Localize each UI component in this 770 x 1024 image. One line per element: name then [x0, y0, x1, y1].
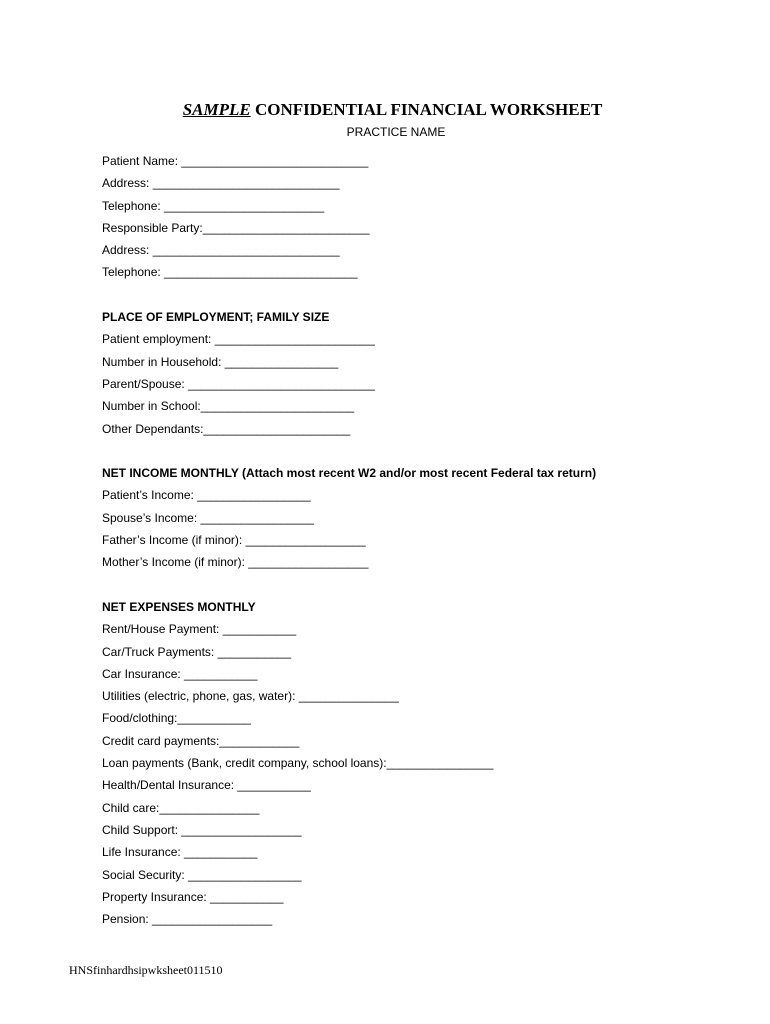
- section-spacer: [102, 577, 742, 599]
- field-utilities[interactable]: Utilities (electric, phone, gas, water): _______________: [102, 689, 399, 704]
- field-life-insurance[interactable]: Life Insurance: ___________: [102, 845, 258, 860]
- field-responsible-address[interactable]: Address: ____________________________: [102, 243, 340, 258]
- field-property-insurance[interactable]: Property Insurance: ___________: [102, 889, 284, 904]
- title-sample-word: SAMPLE: [182, 100, 251, 119]
- document-code-footer: HNSfinhardhsipwksheet011510: [69, 963, 223, 977]
- field-other-dependants[interactable]: Other Dependants:______________________: [102, 421, 351, 436]
- field-address[interactable]: Address: ____________________________: [102, 176, 340, 191]
- field-father-income[interactable]: Father’s Income (if minor): __________________: [102, 533, 366, 548]
- expenses-heading: NET EXPENSES MONTHLY: [102, 599, 256, 614]
- field-patient-employment[interactable]: Patient employment: ________________________: [102, 332, 375, 347]
- expenses-section: [102, 599, 742, 933]
- field-social-security[interactable]: Social Security: _________________: [102, 867, 302, 882]
- field-mother-income[interactable]: Mother’s Income (if minor): __________________: [102, 555, 369, 570]
- income-heading: NET INCOME MONTHLY (Attach most recent W2 and/or most recent Federal tax return): [102, 466, 597, 481]
- field-child-support[interactable]: Child Support: __________________: [102, 822, 302, 837]
- field-pension[interactable]: Pension: __________________: [102, 912, 273, 927]
- field-patient-name[interactable]: Patient Name: ____________________________: [102, 154, 369, 168]
- section-spacer: [102, 287, 742, 309]
- field-food-clothing[interactable]: Food/clothing:___________: [102, 711, 251, 726]
- field-health-dental-insurance[interactable]: Health/Dental Insurance: ___________: [102, 778, 311, 793]
- field-car-truck-payments[interactable]: Car/Truck Payments: ___________: [102, 644, 291, 659]
- document-title: [0, 99, 770, 121]
- practice-name: PRACTICE NAME: [346, 125, 446, 139]
- field-credit-card-payments[interactable]: Credit card payments:____________: [102, 733, 300, 748]
- field-telephone[interactable]: Telephone: ________________________: [102, 198, 325, 213]
- field-child-care[interactable]: Child care:_______________: [102, 800, 260, 815]
- employment-section: [102, 309, 742, 443]
- field-number-in-school[interactable]: Number in School:_______________________: [102, 399, 355, 414]
- title-rest: CONFIDENTIAL FINANCIAL WORKSHEET: [250, 100, 603, 119]
- field-parent-spouse[interactable]: Parent/Spouse: ____________________________: [102, 376, 375, 391]
- field-number-in-household[interactable]: Number in Household: _________________: [102, 354, 339, 369]
- field-car-insurance[interactable]: Car Insurance: ___________: [102, 666, 258, 681]
- worksheet-body: [102, 153, 742, 933]
- patient-section: [102, 153, 742, 287]
- field-patient-income[interactable]: Patient’s Income: _________________: [102, 488, 311, 503]
- employment-heading: PLACE OF EMPLOYMENT; FAMILY SIZE: [102, 310, 330, 325]
- section-spacer: [102, 443, 742, 465]
- income-section: [102, 465, 742, 576]
- field-spouse-income[interactable]: Spouse’s Income: _________________: [102, 510, 314, 525]
- field-loan-payments[interactable]: Loan payments (Bank, credit company, school loans):________________: [102, 756, 494, 771]
- field-rent-house-payment[interactable]: Rent/House Payment: ___________: [102, 622, 297, 637]
- field-responsible-party[interactable]: Responsible Party:_________________________: [102, 220, 370, 235]
- field-responsible-telephone[interactable]: Telephone: _____________________________: [102, 265, 358, 280]
